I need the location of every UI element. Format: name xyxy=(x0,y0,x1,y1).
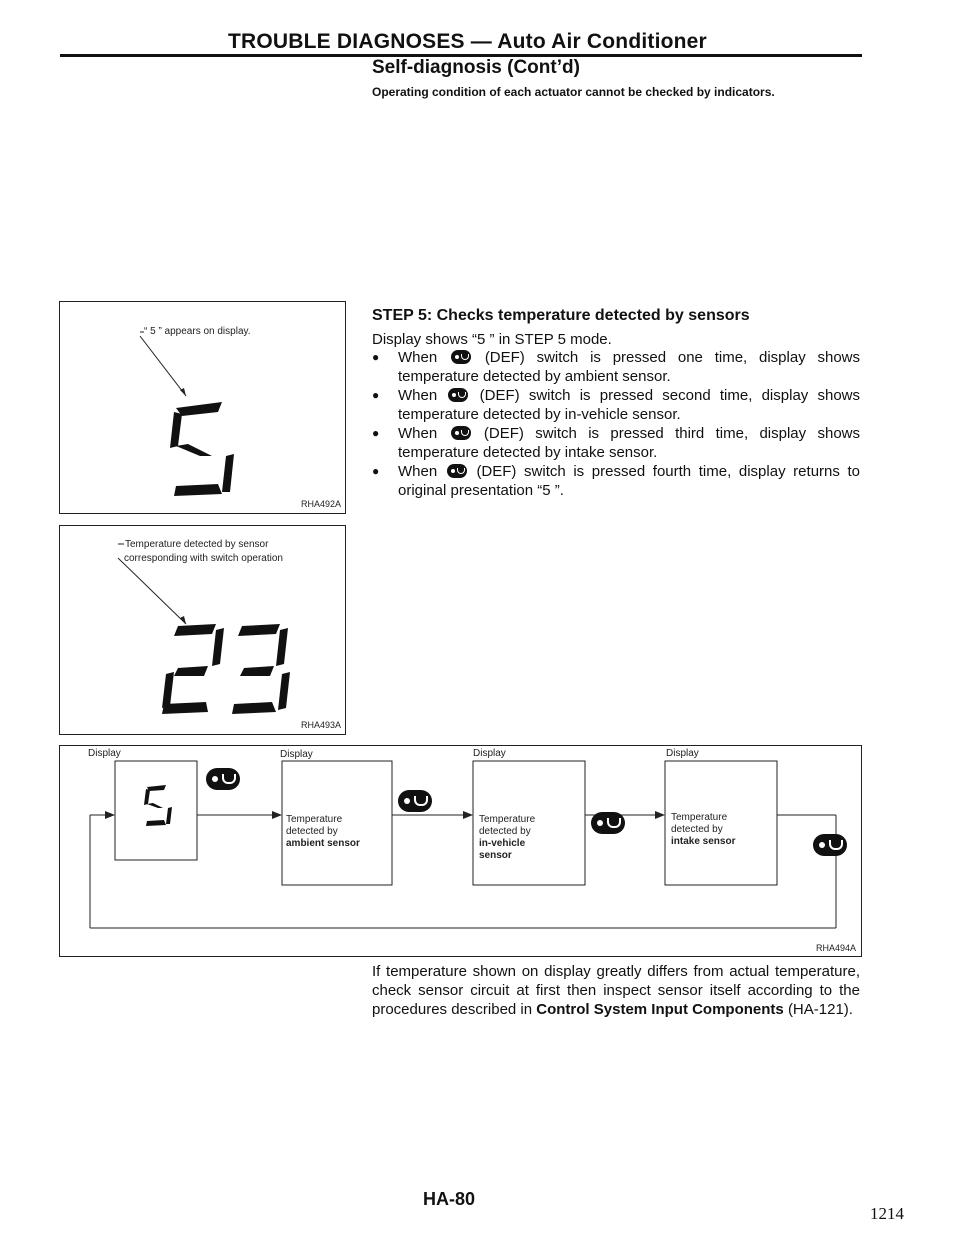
page-header-title: TROUBLE DIAGNOSES — Auto Air Conditioner xyxy=(228,30,707,53)
bullet-prefix: When xyxy=(398,463,438,480)
leader-arrow-icon xyxy=(114,540,224,630)
bullet-icon: ● xyxy=(372,426,380,440)
display-label: Display xyxy=(473,748,506,759)
bullet-text: (DEF) switch is pressed second time, display shows temperature detected by in-vehicle sensor. xyxy=(398,387,861,423)
flow-box-line: Temperature xyxy=(286,814,343,825)
bullet-text: (DEF) switch is pressed one time, display shows temperature detected by ambient sensor. xyxy=(398,349,861,385)
def-switch-icon xyxy=(451,426,471,440)
bullet-text: (DEF) switch is pressed fourth time, display returns to original presentation “5 ”. xyxy=(398,463,860,499)
display-label: Display xyxy=(280,749,313,760)
flow-box-line: intake sensor xyxy=(671,836,736,847)
bullet-icon: ● xyxy=(372,350,380,364)
flow-box-line: ambient sensor xyxy=(286,838,360,849)
def-switch-icon xyxy=(448,388,468,402)
flow-box-ambient xyxy=(286,814,390,850)
flow-box-line: Temperature xyxy=(671,812,728,823)
section-title: Self-diagnosis (Cont’d) xyxy=(372,57,580,78)
figure-caption: “ 5 ” appears on display. xyxy=(144,326,251,337)
seven-segment-digit-five-small xyxy=(144,784,174,828)
closing-paragraph xyxy=(372,962,860,1019)
def-switch-icon xyxy=(591,812,625,834)
def-switch-icon xyxy=(447,464,467,478)
def-switch-icon xyxy=(206,768,240,790)
step-bullet-list xyxy=(372,348,860,500)
figure-code: RHA493A xyxy=(300,720,341,730)
def-switch-icon xyxy=(451,350,471,364)
section-note: Operating condition of each actuator cannot be checked by indicators. xyxy=(372,85,775,99)
list-item xyxy=(372,386,860,424)
flow-box-in-vehicle xyxy=(479,814,583,862)
display-label: Display xyxy=(88,748,121,759)
def-switch-icon xyxy=(813,834,847,856)
flow-box-line: detected by xyxy=(671,824,723,835)
figure-display-five xyxy=(59,301,346,514)
closing-reference: Control System Input Components xyxy=(536,1001,784,1018)
step-lead: Display shows “5 ” in STEP 5 mode. xyxy=(372,331,612,348)
figure-display-temperature xyxy=(59,525,346,735)
figure-code: RHA492A xyxy=(300,499,341,509)
bullet-prefix: When xyxy=(398,387,438,404)
seven-segment-digits-23 xyxy=(160,622,300,718)
flow-box-line: detected by xyxy=(479,826,531,837)
page-number: 1214 xyxy=(870,1204,904,1223)
figure-caption-line2: corresponding with switch operation xyxy=(124,553,283,564)
leader-arrow-icon xyxy=(136,330,236,410)
closing-text: If temperature shown on display greatly differs from actual temperature, check sensor circuit at first then inspect sensor itself according to the procedures described in xyxy=(372,963,860,1018)
bullet-icon: ● xyxy=(372,464,380,478)
bullet-icon: ● xyxy=(372,388,380,402)
flow-box-line: in-vehicle xyxy=(479,838,526,849)
flow-diagram xyxy=(59,745,862,957)
flow-box-intake xyxy=(671,812,775,848)
list-item xyxy=(372,462,860,500)
bullet-prefix: When xyxy=(398,425,438,442)
step-title: STEP 5: Checks temperature detected by sensors xyxy=(372,307,750,324)
closing-reference-tail: (HA-121). xyxy=(787,1001,853,1018)
figure-code: RHA494A xyxy=(815,943,856,953)
flow-box-line: detected by xyxy=(286,826,338,837)
def-switch-icon xyxy=(398,790,432,812)
flow-box-line: sensor xyxy=(479,850,512,861)
page-code: HA-80 xyxy=(423,1189,476,1209)
display-label: Display xyxy=(666,748,699,759)
list-item xyxy=(372,348,860,386)
bullet-text: (DEF) switch is pressed third time, display shows temperature detected by intake sensor. xyxy=(398,425,860,461)
list-item xyxy=(372,424,860,462)
bullet-prefix: When xyxy=(398,349,438,366)
flow-connectors xyxy=(60,746,861,956)
seven-segment-digit-five xyxy=(170,400,250,500)
flow-box-line: Temperature xyxy=(479,814,536,825)
figure-caption-line1: Temperature detected by sensor xyxy=(125,539,269,550)
